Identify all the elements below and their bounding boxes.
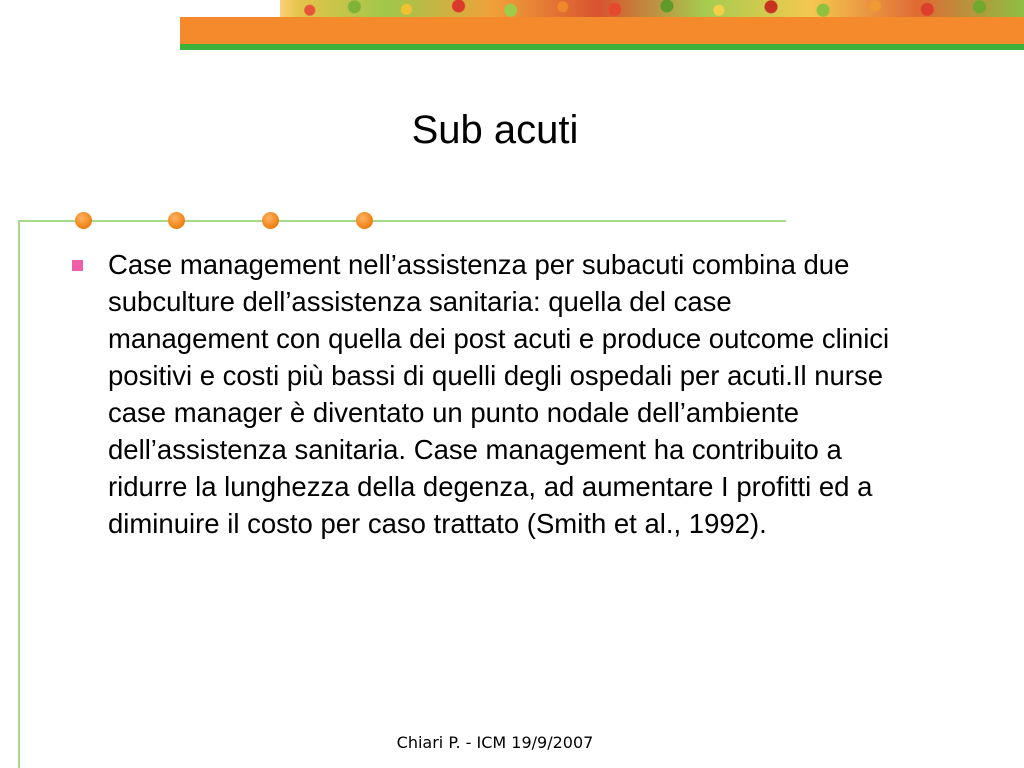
banner-orange-stripe	[180, 17, 1024, 44]
decorative-dot-1	[75, 212, 92, 229]
decorative-dot-4	[356, 212, 373, 229]
decorative-dot-3	[262, 212, 279, 229]
bullet-text: Case management nell’assistenza per subacuti combina due subculture dell’assistenza sanitaria: quella del case management con quella dei post acuti e produce outcome clinici positivi e costi più bassi di quelli degli ospedali per acuti.Il nurse case manager è diventato un punto nodale dell’ambiente dell’assistenza sanitaria. Case management ha contribuito a ridurre la lunghezza della degenza, ad aumentare I profitti ed a diminuire il costo per caso trattato (Smith et al., 1992).	[108, 249, 890, 539]
vertical-divider	[18, 220, 20, 768]
bullet-square-icon	[72, 260, 83, 271]
slide-title: Sub acuti	[411, 108, 579, 152]
banner-green-stripe	[180, 44, 1024, 50]
horizontal-divider	[18, 220, 786, 222]
slide-footer: Chiari P. - ICM 19/9/2007	[396, 733, 594, 752]
decorative-dot-2	[168, 212, 185, 229]
top-banner	[180, 0, 1024, 50]
banner-fade	[180, 0, 300, 17]
flower-banner-image	[280, 0, 1024, 17]
